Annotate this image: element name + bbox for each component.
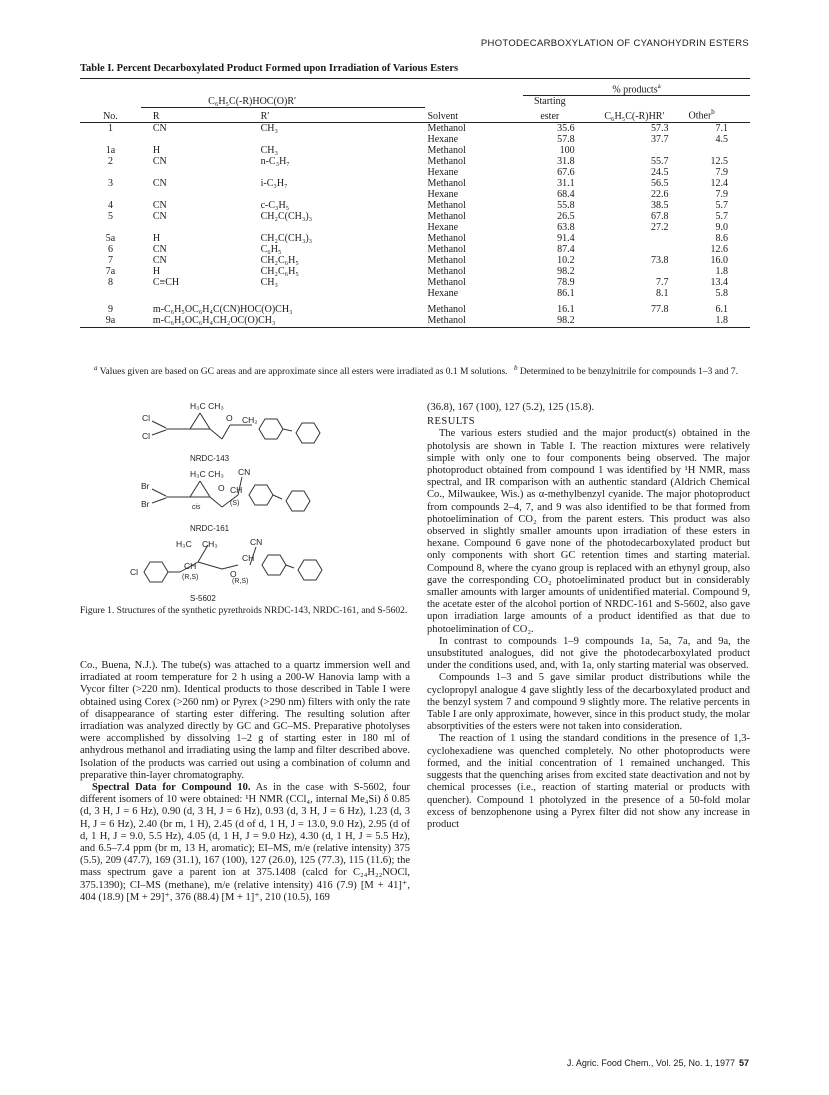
- table-row: [80, 315, 750, 326]
- cell-solvent: Hexane: [427, 188, 459, 200]
- table-row: [80, 233, 750, 244]
- cell-no: 9a: [105, 314, 116, 326]
- cell-starting-ester: 55.8: [557, 199, 575, 211]
- cell-product: 55.7: [651, 155, 669, 167]
- cell-other: 12.4: [710, 177, 728, 189]
- cell-starting-ester: 86.1: [557, 287, 575, 299]
- table-row: [80, 288, 750, 299]
- cell-solvent: Hexane: [427, 133, 459, 145]
- cell-solvent: Methanol: [427, 254, 466, 266]
- cell-starting-ester: 35.6: [557, 122, 575, 134]
- products-group-label: % products: [612, 84, 658, 96]
- cell-starting-ester: 98.2: [557, 265, 575, 277]
- cell-starting-ester: 31.1: [557, 177, 575, 189]
- cell-solvent: Methanol: [427, 265, 466, 277]
- starting-header-bottom: ester: [523, 107, 583, 122]
- cell-product: 8.1: [656, 287, 669, 299]
- s2-o-label: O: [218, 483, 225, 493]
- cell-product: 7.7: [656, 276, 669, 288]
- table-row: [80, 145, 750, 156]
- cell-no: [80, 134, 141, 145]
- cell-r: CN: [152, 210, 167, 222]
- s1-top-label: H₃C CH₃: [190, 401, 224, 411]
- table-row: [80, 244, 750, 255]
- no-header: No.: [80, 107, 141, 122]
- s2-cn-label: CN: [238, 467, 251, 477]
- cell-r: C≡CH: [152, 276, 180, 288]
- s3-h3c-label: H₃C: [176, 539, 192, 549]
- cell-no: 1: [107, 122, 113, 134]
- cell-rprime: CH₂C₆H₅: [260, 265, 299, 277]
- cell-starting-ester: 98.2: [557, 314, 575, 326]
- cell-no: [80, 189, 141, 200]
- cell-no: 5: [107, 210, 113, 222]
- cell-product: 37.7: [651, 133, 669, 145]
- cell-other: 1.8: [715, 265, 728, 277]
- cell-solvent: Methanol: [427, 144, 466, 156]
- cell-other: 9.0: [715, 221, 728, 233]
- cell-product: [583, 145, 687, 156]
- starting-header-top: Starting: [533, 96, 566, 108]
- cell-no: 9: [107, 303, 113, 315]
- right-paragraph-0: (36.8), 167 (100), 127 (5.2), 125 (15.8).: [427, 402, 595, 413]
- cell-other: 7.9: [715, 166, 728, 178]
- table-body-b: [80, 304, 750, 326]
- table-row: [80, 266, 750, 277]
- cell-product: 57.3: [651, 122, 669, 134]
- s1-cl1-label: Cl: [142, 413, 151, 423]
- s3-ch3-label: CH₃: [202, 539, 218, 549]
- cell-solvent: Methanol: [427, 243, 466, 255]
- cell-r: CN: [152, 177, 167, 189]
- cell-solvent: Methanol: [427, 210, 466, 222]
- cell-no: [80, 288, 141, 299]
- cell-other: 7.9: [715, 188, 728, 200]
- cell-product: 27.2: [651, 221, 669, 233]
- structures-drawing: [80, 397, 410, 607]
- table-row: [80, 211, 750, 222]
- cell-no: [80, 167, 141, 178]
- s2-br1-label: Br: [141, 481, 150, 491]
- formula-header: [141, 96, 426, 108]
- results-heading: RESULTS: [427, 416, 476, 428]
- left-column: [80, 660, 410, 904]
- cell-starting-ester: 78.9: [557, 276, 575, 288]
- left-paragraph-1: Co., Buena, N.J.). The tube(s) was attached to a quartz immersion well and irradiated at room temperature for 2 h using a 200-W Hanovia lamp with a Vycor filter (>220 nm). Identical products to those described in Table I were obtained using Corex (>260 nm) or Pyrex (>290 nm) filters with only the rate of disappearance of starting ester differing. The resulting solution after irradiation was analyzed directly by GC and GC–MS. Preparative photolyses were accomplished by dissolving 1–2 g of starting ester in 180 ml of anhydrous methanol and irradiating using the lamp and filter described above. Isolation of the products was carried out using a combination of column and preparative thin-layer chromatography.: [80, 660, 410, 781]
- cell-rprime: [249, 167, 426, 178]
- cell-product: 73.8: [651, 254, 669, 266]
- cell-r: [141, 134, 249, 145]
- s3-ch-label: CH: [184, 561, 197, 571]
- s3-cl-label: Cl: [130, 567, 139, 577]
- s3-name-label: S-5602: [190, 594, 216, 603]
- cell-product: 56.5: [651, 177, 669, 189]
- table-bottom-rule: [80, 327, 750, 328]
- cell-r: [141, 189, 249, 200]
- product-header: C₆H₅C(-R)HR′: [583, 107, 687, 122]
- cell-rprime: i-C₃H₇: [260, 177, 288, 189]
- journal-citation: J. Agric. Food Chem., Vol. 25, No. 1, 1977: [566, 1058, 735, 1068]
- s1-ch2-label: CH₂: [242, 415, 258, 425]
- cell-starting-ester: 68.4: [557, 188, 575, 200]
- rprime-header: R′: [249, 107, 426, 122]
- cell-r: CN: [152, 243, 167, 255]
- cell-starting-ester: 16.1: [557, 303, 575, 315]
- cell-rprime: CH₂C(CH₃)₃: [260, 210, 313, 222]
- cell-solvent: Methanol: [427, 276, 466, 288]
- cell-rprime: [249, 288, 426, 299]
- cell-r: [141, 222, 249, 233]
- cell-rprime: [249, 222, 426, 233]
- right-column: [427, 402, 750, 831]
- cell-other: 4.5: [715, 133, 728, 145]
- cell-starting-ester: 31.8: [557, 155, 575, 167]
- table-row: [80, 122, 750, 134]
- cell-rprime: CH₂C₆H₅: [260, 254, 299, 266]
- cell-product: [583, 244, 687, 255]
- figure-caption: Figure 1. Structures of the synthetic pyrethroids NRDC-143, NRDC-161, and S-5602.: [80, 606, 408, 616]
- cell-solvent: Methanol: [427, 122, 466, 134]
- cell-r: H: [152, 232, 161, 244]
- cell-solvent: Methanol: [427, 314, 466, 326]
- page-number: 57: [738, 1058, 749, 1068]
- cell-no: 7a: [105, 265, 116, 277]
- s2-top-label: H₃C CH₃: [190, 469, 224, 479]
- cell-product: [583, 233, 687, 244]
- cell-r: CN: [152, 155, 167, 167]
- header-row-1: [80, 79, 750, 96]
- cell-no: 4: [107, 199, 113, 211]
- s2-br2-label: Br: [141, 499, 150, 509]
- other-header-label: Other: [688, 110, 712, 122]
- s2-ch-label: CH: [230, 485, 243, 495]
- footnote-a-mark: a: [94, 364, 98, 372]
- cell-starting-ester: 26.5: [557, 210, 575, 222]
- right-paragraph-3: Compounds 1–3 and 5 gave similar product distributions while the cyclopropyl analogue 4 gave slightly less of the decarboxylated product and the benzyl system 7 and compound 9 slightly more. The relative percents in Table I are only approximate, however, since in this product study, the molar absorptivities of the esters were not taken into consideration.: [427, 672, 750, 733]
- right-paragraph-2: In contrast to compounds 1–9 compounds 1a, 5a, 7a, and 9a, the unsubstituted analogues, did not give the photodecarboxylated product under the conditions used, and, with 1a, only starting material was observed.: [427, 635, 750, 672]
- cell-solvent: Methanol: [427, 199, 466, 211]
- table-caption: Table I. Percent Decarboxylated Product Formed upon Irradiation of Various Esters: [80, 63, 459, 74]
- other-header: [687, 107, 750, 122]
- page-footer: [567, 1058, 749, 1068]
- cell-other: 8.6: [715, 232, 728, 244]
- cell-solvent: Methanol: [427, 303, 466, 315]
- data-table-wrap: [80, 78, 750, 328]
- cell-r: [141, 288, 249, 299]
- s3-rs2-label: (R,S): [232, 578, 249, 585]
- cell-no: 7: [107, 254, 113, 266]
- s3-rs-label: (R,S): [182, 574, 199, 581]
- table-footnote: [80, 363, 750, 378]
- cell-formula: m-C₆H₅OC₆H₄CH₂OC(O)CH₃: [152, 314, 276, 326]
- cell-r: [141, 167, 249, 178]
- cell-r: H: [152, 265, 161, 277]
- products-group-sup: a: [657, 82, 661, 90]
- cell-solvent: Methanol: [427, 232, 466, 244]
- table-row: [80, 200, 750, 211]
- cell-other: 6.1: [715, 303, 728, 315]
- cell-r: CN: [152, 199, 167, 211]
- footnote-b: Determined to be benzylnitrile for compounds 1–3 and 7.: [519, 367, 738, 378]
- cell-rprime: [249, 189, 426, 200]
- table-row: [80, 134, 750, 145]
- footnote-b-mark: b: [513, 364, 518, 372]
- cell-starting-ester: 67.6: [557, 166, 575, 178]
- cell-r: CN: [152, 254, 167, 266]
- cell-starting-ester: 63.8: [557, 221, 575, 233]
- formula-header-label: C₆H₅C(-R)HOC(O)R′: [208, 95, 297, 107]
- cell-no: 3: [107, 177, 113, 189]
- table-row: [80, 255, 750, 266]
- other-header-sup: b: [711, 108, 715, 117]
- cell-other: 12.5: [710, 155, 728, 167]
- cell-product: 24.5: [651, 166, 669, 178]
- s2-s-label: (S): [230, 500, 240, 507]
- cell-starting-ester: 91.4: [557, 232, 575, 244]
- table-row: [80, 277, 750, 288]
- products-group-header: [523, 79, 750, 96]
- cell-product: [583, 266, 687, 277]
- cell-other: 5.8: [715, 287, 728, 299]
- table-row: [80, 178, 750, 189]
- cell-other: 12.6: [710, 243, 728, 255]
- cell-starting-ester: 87.4: [557, 243, 575, 255]
- cell-rprime: C₆H₅: [260, 243, 282, 255]
- cell-other: 5.7: [715, 199, 728, 211]
- cell-solvent: Hexane: [427, 287, 459, 299]
- cell-product: 22.6: [651, 188, 669, 200]
- cell-no: 5a: [105, 232, 116, 244]
- s3-o-label: O: [230, 569, 237, 579]
- cell-product: 67.8: [651, 210, 669, 222]
- cell-other: 7.1: [715, 122, 728, 134]
- cell-rprime: CH₃: [260, 122, 278, 134]
- cell-other: [687, 145, 750, 156]
- s1-name-label: NRDC-143: [190, 454, 230, 463]
- spectral-data-heading: Spectral Data for Compound 10.: [92, 782, 251, 794]
- cell-other: 16.0: [710, 254, 728, 266]
- right-paragraph-1: The various esters studied and the major product(s) obtained in the photolysis are shown in Table I. The reaction mixtures were relatively simple with only one to four components being observed. The major photoproduct obtained from compound 1 was identified by ¹H NMR, mass spectral, and IR comparison with an authentic standard (Aldrich Chemical Co., Milwaukee, Wis.) as α-methylbenzyl cyanide. The major photoproduct from compounds 2–4, 7, and 9 was also identified to be that formed from photoelimination of CO₂ from the parent esters. This product was also observed in slightly smaller amounts upon irradiation of these esters in hexane. Compound 6 gave none of the photodecarboxylated product but only components with short GC retention times and starting material. Compound 8, where the cyano group is replaced with an ethynyl group, also gave the corresponding CO₂ photoeliminated product but in considerably smaller amounts with larger amounts of unidentified material. Compound 9, the acetate ester of the alcohol portion of NRDC-161 and S-5602, also gave upon irradiation large amounts of a product identified as that due to photoelimination of CO₂.: [427, 428, 750, 635]
- cell-product: 77.8: [651, 303, 669, 315]
- cell-rprime: CH₂C(CH₃)₃: [260, 232, 313, 244]
- right-paragraph-4: The reaction of 1 using the standard conditions in the presence of 1,3-cyclohexadiene was quenched completely. No other photoproducts were formed, and the initial concentration of 1 remained unchanged. This suggests that the quenching arises from excited state deactivation and not by chemical processes (i.e., reaction of starting material or products with quencher). Compound 1 photolyzed in the presence of a 50-fold molar excess of benzophenone using a Pyrex filter did not show any increase in product: [427, 733, 750, 830]
- cell-r: H: [152, 144, 161, 156]
- cell-starting-ester: 57.8: [557, 133, 575, 145]
- s3-ch2-label: CH: [242, 553, 255, 563]
- cell-rprime: CH₃: [260, 276, 278, 288]
- cell-no: [80, 222, 141, 233]
- s1-o-label: O: [226, 413, 233, 423]
- cell-rprime: n-C₃H₇: [260, 155, 290, 167]
- cell-product: 38.5: [651, 199, 669, 211]
- cell-other: 13.4: [710, 276, 728, 288]
- footnote-a: Values given are based on GC areas and are approximate since all esters were irradiated as 0.1 M solutions.: [99, 367, 508, 378]
- cell-other: 1.8: [715, 314, 728, 326]
- cell-starting-ester: 10.2: [557, 254, 575, 266]
- running-head: PHOTODECARBOXYLATION OF CYANOHYDRIN ESTERS: [480, 38, 749, 49]
- data-table: [80, 79, 750, 326]
- spectral-data-text: As in the case with S-5602, four different isomers of 10 were obtained: ¹H NMR (CCl₄, internal Me₄Si) δ 0.85 (d, 3 H, J = 6 Hz), 0.90 (d, 3 H, J = 6 Hz), 0.93 (d, 3 H, J = 6 Hz), 1.23 (d, 3 H, J = 6 Hz), 2.40 (br m, 1 H), 2.45 (d of d, 1 H, J = 13.0, 9.0 Hz), 2.95 (d of d, 1 H, J = 9.0, 5.5 Hz), 4.05 (d, 1 H, J = 9.0 Hz), 4.30 (d, 1 H, J = 5.5 Hz), and 6.5–7.4 ppm (br m, 13 H, aromatic); EI–MS, m/e (relative intensity) 375 (5.5), 209 (47.7), 169 (31.1), 167 (100), 127 (26.0), 125 (77.3), 115 (11.6); the mass spectrum gave a parent ion at 375.1408 (calcd for C₂₄H₂₂NOCl, 375.1390); CI–MS (methane), m/e (relative intensity) 416 (7.9) [M + 41]⁺, 404 (18.9) [M + 29]⁺, 376 (88.4) [M + 1]⁺, 210 (10.5), 169: [80, 782, 410, 903]
- table-row: [80, 189, 750, 200]
- table-row: [80, 222, 750, 233]
- s2-name-label: NRDC-161: [190, 524, 230, 533]
- table-body-a: [80, 122, 750, 299]
- cell-solvent: Hexane: [427, 221, 459, 233]
- cell-no: 1a: [105, 144, 116, 156]
- s3-cn-label: CN: [250, 537, 263, 547]
- cell-formula: m-C₆H₅OC₆H₄C(CN)HOC(O)CH₃: [152, 303, 293, 315]
- header-row-2: [80, 96, 750, 108]
- table-row: [80, 167, 750, 178]
- cell-rprime: CH₃: [260, 144, 278, 156]
- r-header: R: [141, 107, 249, 122]
- cell-no: 2: [107, 155, 113, 167]
- left-paragraph-2: [80, 782, 410, 904]
- header-row-3: [80, 107, 750, 122]
- table-row: [80, 156, 750, 167]
- cell-rprime: c-C₃H₅: [260, 199, 290, 211]
- cell-starting-ester: 100: [559, 144, 575, 156]
- solvent-header: Solvent: [425, 107, 523, 122]
- cell-solvent: Hexane: [427, 166, 459, 178]
- s2-cis-label: cis: [192, 504, 201, 511]
- s1-cl2-label: Cl: [142, 431, 151, 441]
- cell-other: 5.7: [715, 210, 728, 222]
- cell-no: 6: [107, 243, 113, 255]
- cell-product: [583, 315, 687, 326]
- figure-structures: [80, 397, 410, 617]
- cell-solvent: Methanol: [427, 155, 466, 167]
- cell-rprime: [249, 134, 426, 145]
- cell-r: CN: [152, 122, 167, 134]
- cell-no: 8: [107, 276, 113, 288]
- cell-solvent: Methanol: [427, 177, 466, 189]
- table-row: [80, 304, 750, 315]
